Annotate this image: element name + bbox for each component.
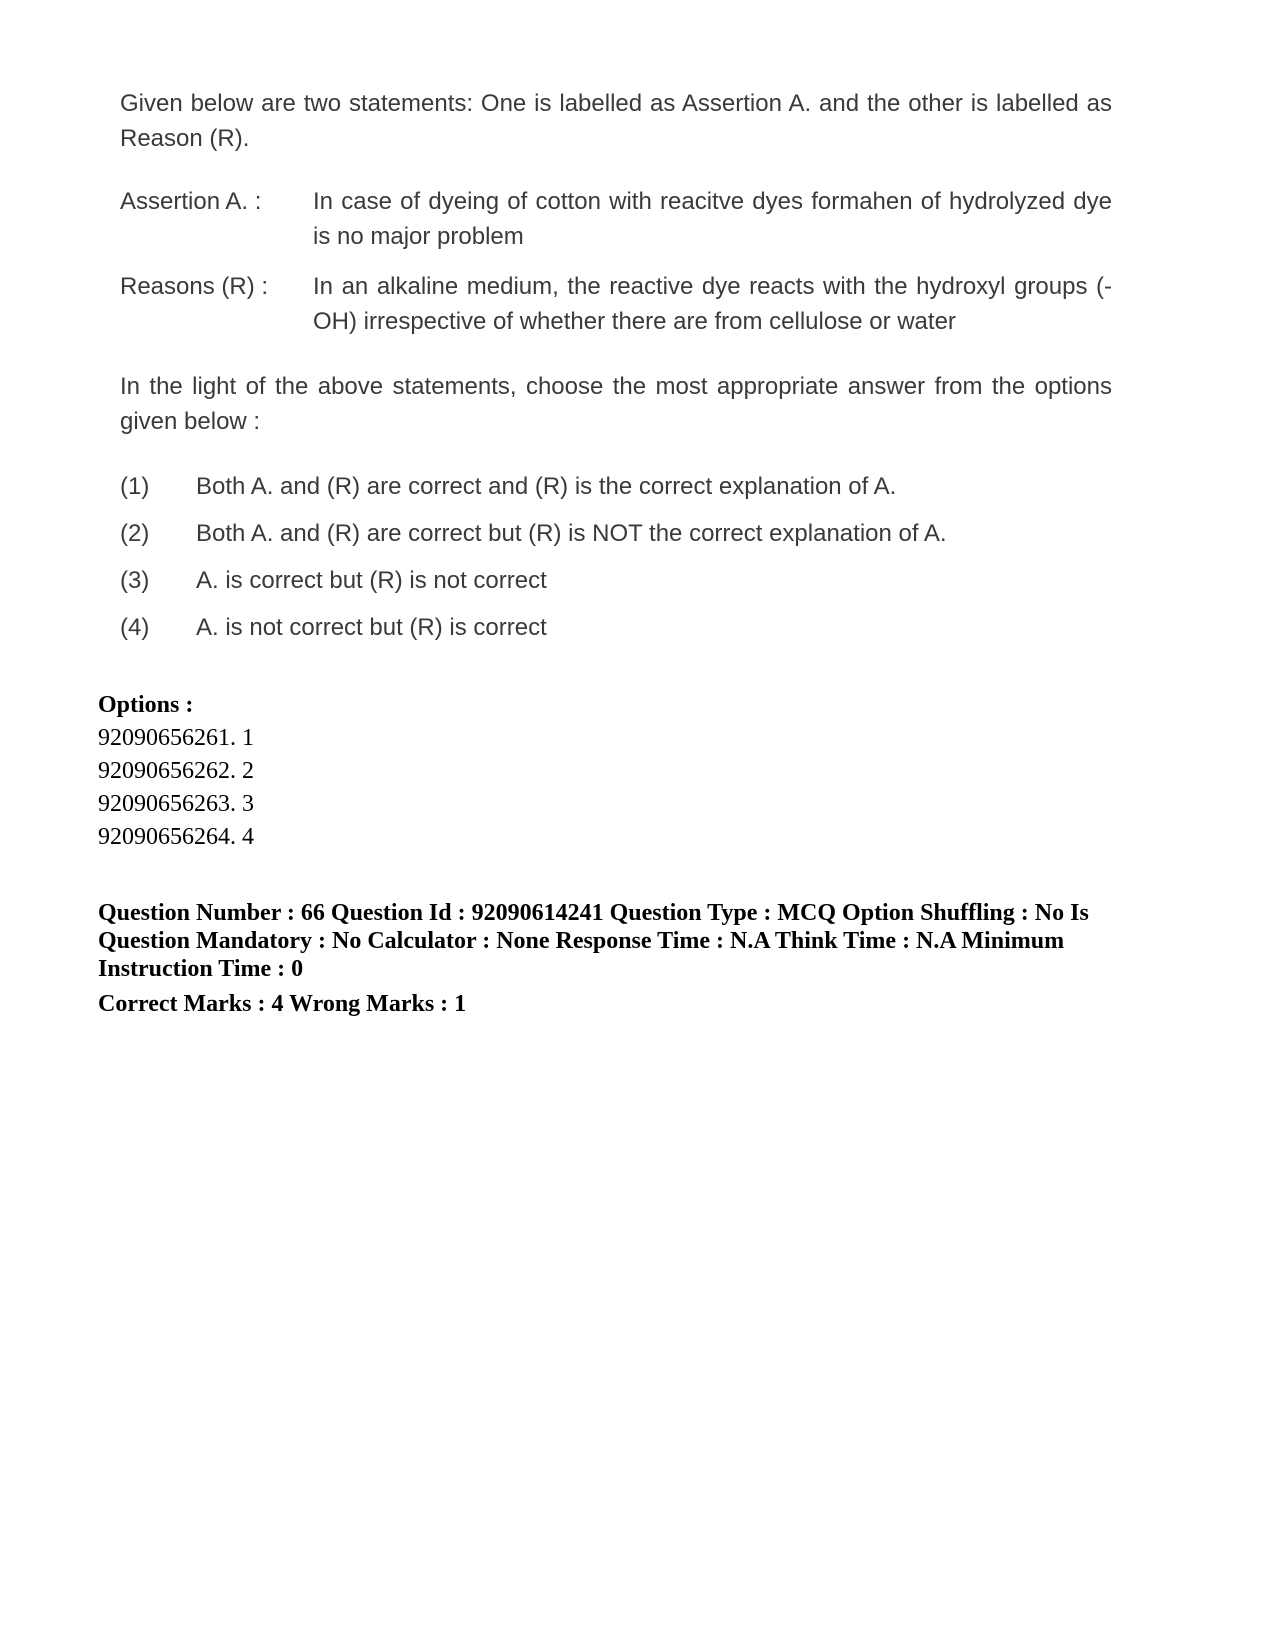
reason-text: In an alkaline medium, the reactive dye reacts with the hydroxyl groups (-OH) irrespective of whether there are from cellulose or water xyxy=(313,273,1112,335)
assertion-row xyxy=(120,184,1112,254)
reason-label: Reasons (R) : xyxy=(120,273,269,300)
choice-list xyxy=(120,469,1112,657)
option-item: 92090656261. 1 xyxy=(98,725,254,751)
options-title: Options : xyxy=(98,692,194,718)
choice-text: Both A. and (R) are correct but (R) is NOT the correct explanation of A. xyxy=(196,520,947,547)
question-block xyxy=(120,86,1112,657)
choice-number: (1) xyxy=(120,473,150,500)
meta-line: Instruction Time : 0 xyxy=(98,956,304,982)
meta-line: Question Number : 66 Question Id : 92090614241 Question Type : MCQ Option Shuffling : No Is xyxy=(98,900,1089,926)
choice-text: A. is not correct but (R) is correct xyxy=(196,614,547,641)
choice-item xyxy=(120,516,1112,563)
reason-row xyxy=(120,269,1112,339)
choice-number: (2) xyxy=(120,520,150,547)
question-intro: Given below are two statements: One is labelled as Assertion A. and the other is labelled as Reason (R). xyxy=(120,90,1112,152)
meta-line: Question Mandatory : No Calculator : None Response Time : N.A Think Time : N.A Minimum xyxy=(98,928,1065,954)
choice-number: (4) xyxy=(120,614,150,641)
choice-number: (3) xyxy=(120,567,150,594)
choice-text: Both A. and (R) are correct and (R) is the correct explanation of A. xyxy=(196,473,897,500)
choice-item xyxy=(120,610,1112,657)
option-item: 92090656264. 4 xyxy=(98,824,254,850)
marks-line: Correct Marks : 4 Wrong Marks : 1 xyxy=(98,991,467,1017)
assertion-text: In case of dyeing of cotton with reacitve dyes formahen of hydrolyzed dye is no major problem xyxy=(313,188,1112,250)
choice-text: A. is correct but (R) is not correct xyxy=(196,567,547,594)
question-instruction: In the light of the above statements, choose the most appropriate answer from the options given below : xyxy=(120,373,1112,435)
question-meta xyxy=(98,899,1158,1018)
choice-item xyxy=(120,469,1112,516)
options-section xyxy=(98,689,254,854)
option-item: 92090656263. 3 xyxy=(98,791,254,817)
assertion-label: Assertion A. : xyxy=(120,188,262,215)
option-item: 92090656262. 2 xyxy=(98,758,254,784)
choice-item xyxy=(120,563,1112,610)
